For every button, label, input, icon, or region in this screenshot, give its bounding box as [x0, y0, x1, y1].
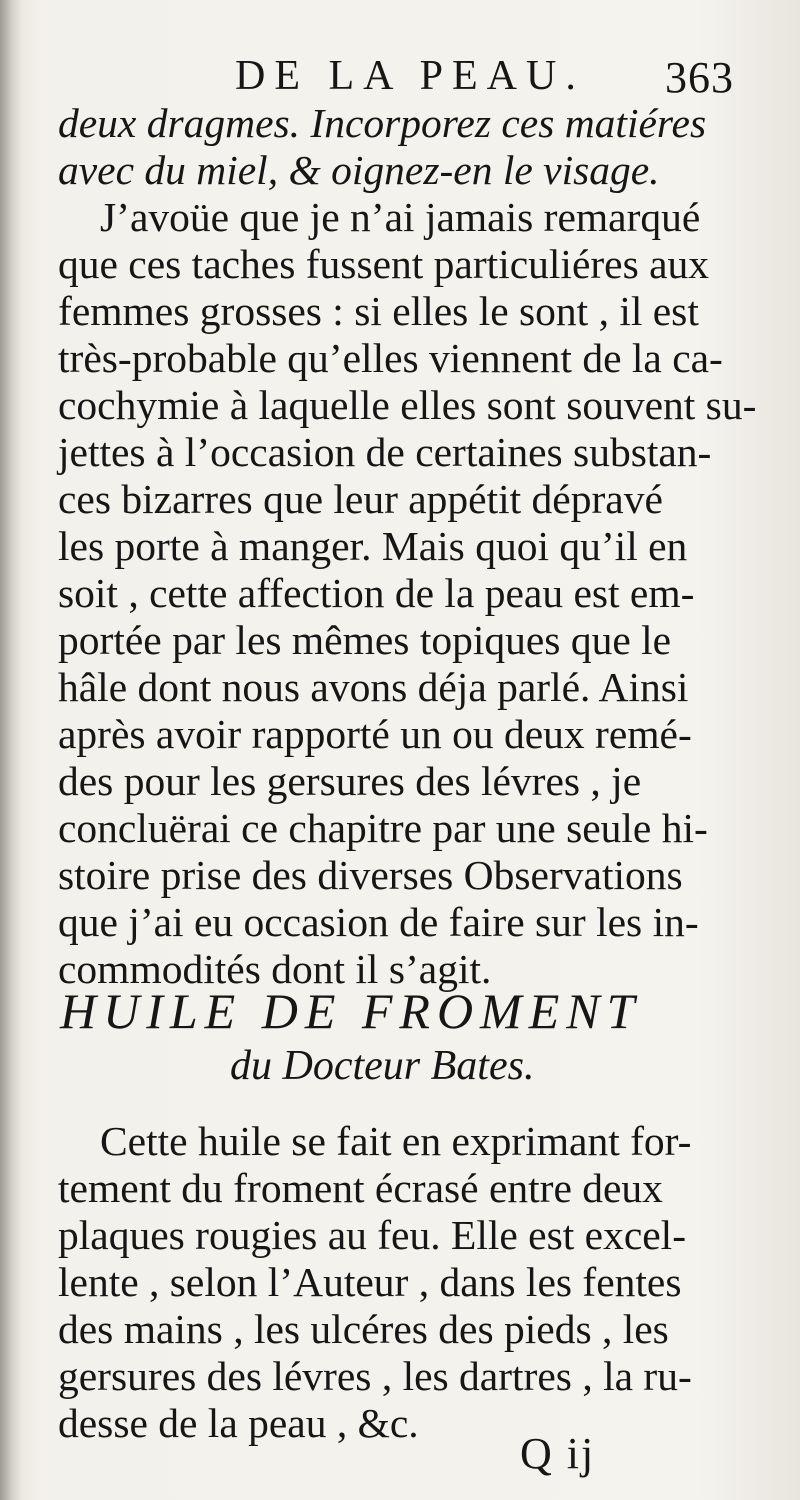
text-line: portée par les mêmes topiques que le	[58, 617, 672, 663]
text-line: deux dragmes. Incorporez ces matiéres	[58, 100, 707, 146]
text-line: J’avoüe que je n’ai jamais remarqué	[100, 194, 701, 240]
text-line: des mains , les ulcéres des pieds , les	[58, 1306, 669, 1352]
text-line: cochymie à laquelle elles sont souvent su-	[58, 382, 757, 428]
body-text-block-2	[58, 1118, 748, 1447]
signature-mark: Q ij	[520, 1429, 596, 1478]
body-text-block-1	[58, 100, 757, 993]
text-line: après avoir rapporté un ou deux remé-	[58, 711, 692, 757]
text-line: concluërai ce chapitre par une seule hi-	[58, 805, 708, 851]
text-line: femmes grosses : si elles le sont , il est	[58, 288, 699, 334]
text-line: tement du froment écrasé entre deux	[58, 1165, 663, 1211]
text-line: commodités dont il s’agit.	[58, 946, 492, 992]
text-line: plaques rougies au feu. Elle est excel-	[58, 1212, 687, 1258]
text-line: soit , cette affection de la peau est em-	[58, 570, 695, 616]
page-gutter-shadow	[0, 0, 22, 1500]
text-line: avec du miel, & oignez-en le visage.	[58, 147, 660, 193]
text-line: lente , selon l’Auteur , dans les fentes	[58, 1259, 682, 1305]
running-head-title: DE LA PEAU.	[235, 53, 585, 99]
text-line: jettes à l’occasion de certaines substan-	[58, 429, 712, 475]
section-heading: HUILE DE FROMENT	[60, 983, 642, 1039]
text-line: très-probable qu’elles viennent de la ca-	[58, 335, 723, 381]
text-line: que j’ai eu occasion de faire sur les in-	[58, 899, 699, 945]
text-line: des pour les gersures des lévres , je	[58, 758, 642, 804]
text-line: que ces taches fussent particuliéres aux	[58, 241, 710, 287]
text-line: hâle dont nous avons déja parlé. Ainsi	[58, 664, 689, 710]
text-line: Cette huile se fait en exprimant for-	[100, 1118, 692, 1164]
text-line: les porte à manger. Mais quoi qu’il en	[58, 523, 688, 569]
text-line: stoire prise des diverses Observations	[58, 852, 683, 898]
text-line: desse de la peau , &c.	[58, 1400, 419, 1446]
text-line: gersures des lévres , les dartres , la ru-	[58, 1353, 692, 1399]
page-number: 363	[665, 53, 734, 102]
text-line: ces bizarres que leur appétit dépravé	[58, 476, 663, 522]
section-subheading: du Docteur Bates.	[230, 1043, 535, 1089]
